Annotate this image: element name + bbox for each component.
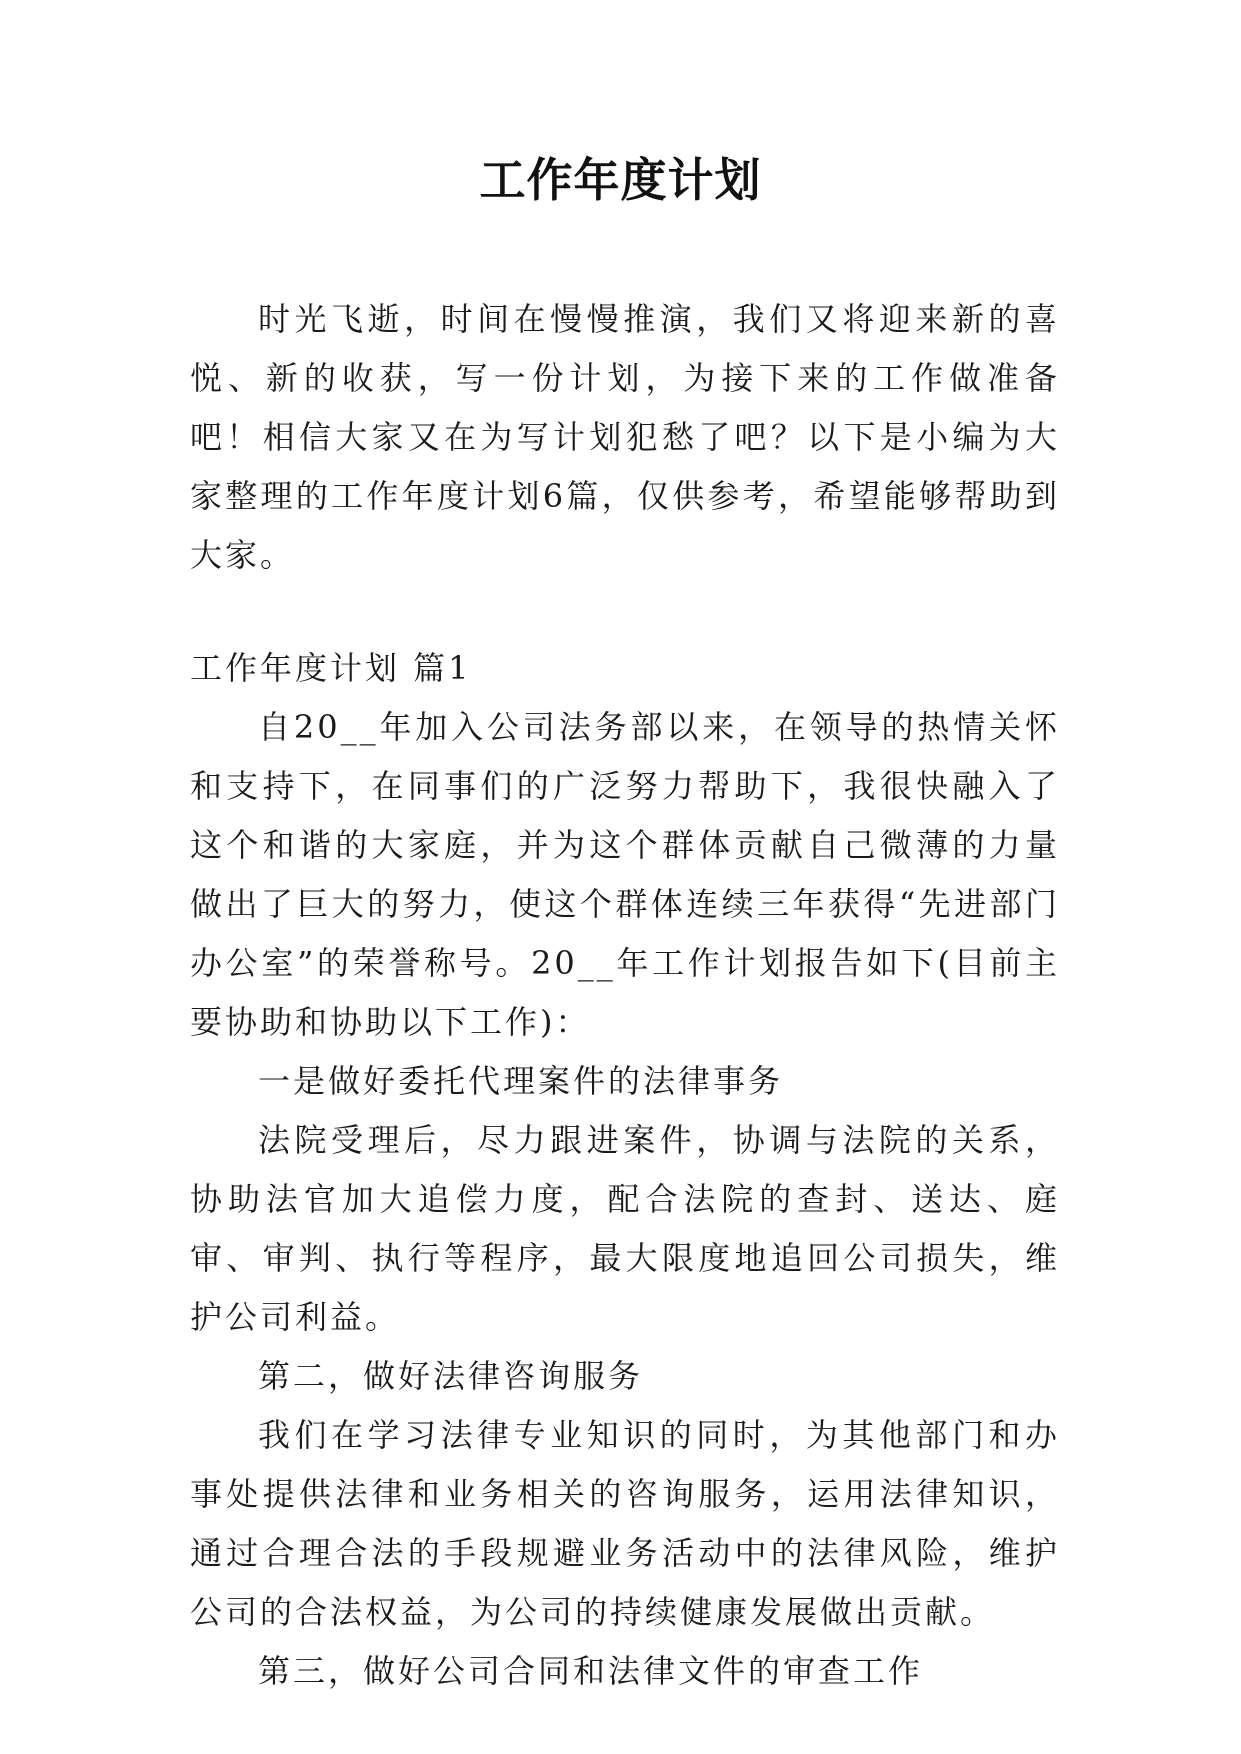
body-paragraph: 我们在学习法律专业知识的同时，为其他部门和办事处提供法律和业务相关的咨询服务，运用法律知识，通过合理合法的手段规避业务活动中的法律风险，维护公司的合法权益，为公司的持续健康发展做出贡献。 [190,1416,1060,1631]
document-title: 工作年度计划 [479,153,762,207]
document-body [190,290,1060,1701]
body-paragraph: 第二，做好法律咨询服务 [258,1357,644,1395]
body-paragraph: 自20__年加入公司法务部以来，在领导的热情关怀和支持下，在同事们的广泛努力帮助下，我很快融入了这个和谐的大家庭，并为这个群体贡献自己微薄的力量做出了巨大的努力，使这个群体连续三年获得“先进部门办公室”的荣誉称号。20__年工作计划报告如下(目前主要协助和协助以下工作)： [190,708,1060,1041]
intro-paragraph: 时光飞逝，时间在慢慢推演，我们又将迎来新的喜悦、新的收获，写一份计划，为接下来的工作做准备吧！相信大家又在为写计划犯愁了吧？以下是小编为大家整理的工作年度计划6篇，仅供参考，希望能够帮助到大家。 [190,300,1060,574]
section-heading: 工作年度计划 篇1 [190,649,472,687]
body-paragraph: 第三，做好公司合同和法律文件的审查工作 [258,1652,924,1690]
body-paragraph: 一是做好委托代理案件的法律事务 [258,1062,784,1100]
body-paragraph: 法院受理后，尽力跟进案件，协调与法院的关系，协助法官加大追偿力度，配合法院的查封、送达、庭审、审判、执行等程序，最大限度地追回公司损失，维护公司利益。 [190,1121,1060,1336]
